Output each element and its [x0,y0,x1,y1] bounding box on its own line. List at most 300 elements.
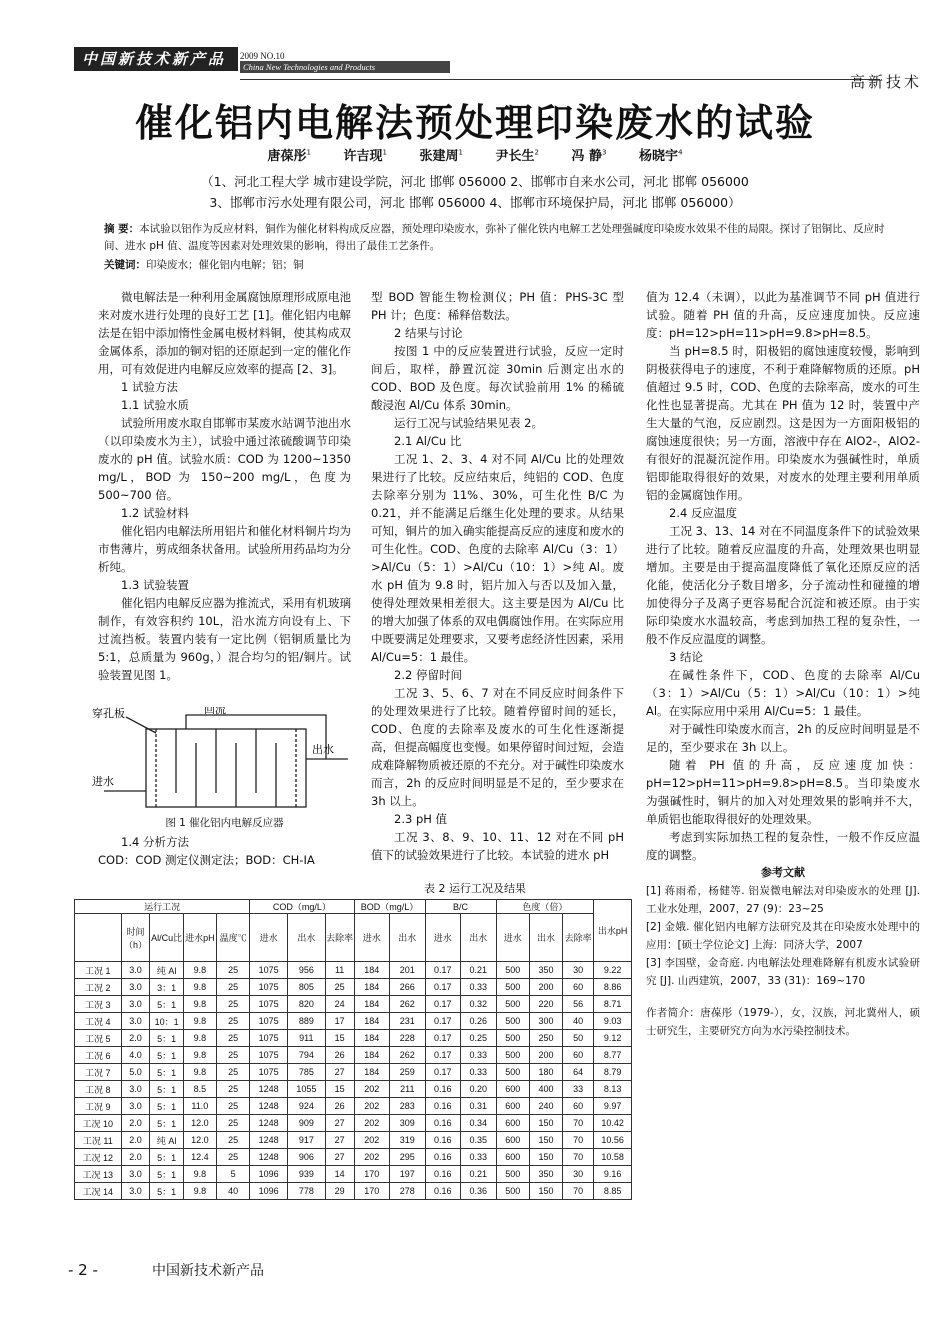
table-group-header: COD（mg/L） [250,900,354,914]
table-cell: 0.17 [425,979,461,996]
table-cell: 3.0 [121,1013,150,1030]
author-list [0,145,950,164]
paragraph: 运行工况与试验结果见表 2。 [394,416,543,430]
table-cell: 500 [496,1013,529,1030]
table-cell: 0.17 [425,1047,461,1064]
table-cell: 917 [288,1132,326,1149]
table-cell: 319 [390,1132,426,1149]
author-bio: 作者简介：唐葆彤（1979-），女，汉族，河北冀州人，硕士研究生，主要研究方向为水污染控制技术。 [646,1007,920,1037]
table-cell: 9.8 [183,1183,216,1200]
paragraph: 工况 3、5、6、7 对在不同反应时间条件下的处理效果进行了比较。随着停留时间的延长，COD、色度的去除率及废水的可生化性逐渐提高，但提高幅度也变慢。如果停留时间过短，会造成难降解物质被还原的不充分。对于碱性印染废水而言，2h 的反应时间明显是不足的，至少要求在 3h 以上。 [371,686,624,808]
table-row-label: 工况 7 [75,1064,122,1081]
table-cell: 0.26 [461,1013,497,1030]
table-cell: 8.5 [183,1081,216,1098]
subsection-heading: 2.2 停留时间 [394,668,462,682]
table-cell: 220 [529,996,562,1013]
plate-leader [126,717,156,733]
table-row [75,996,632,1013]
table-cell: 184 [354,1030,390,1047]
page-number: - 2 - [68,1261,98,1279]
table-cell: 70 [563,1149,594,1166]
table-cell: 26 [325,1098,354,1115]
table-cell: 600 [496,1115,529,1132]
table-cell: 0.17 [425,962,461,979]
table-cell: 70 [563,1115,594,1132]
table-sub-header: 去除率 [325,914,354,962]
table-sub-header: 出水 [288,914,326,962]
table-cell: 150 [529,1132,562,1149]
table-cell: 12.4 [183,1149,216,1166]
table-cell: 10：1 [150,1013,183,1030]
table-cell: 9.8 [183,962,216,979]
table-cell: 1075 [250,979,288,996]
table-row-label: 工况 8 [75,1081,122,1098]
table-cell: 25 [217,962,250,979]
table-cell: 纯 Al [150,962,183,979]
reactor-diagram [86,707,354,819]
table-cell: 201 [390,962,426,979]
table-cell: 50 [563,1030,594,1047]
table-cell: 24 [325,996,354,1013]
section-rule [240,79,880,80]
table-cell: 202 [354,1132,390,1149]
table-cell: 170 [354,1166,390,1183]
table-cell: 309 [390,1115,426,1132]
table-cell: 30 [563,1166,594,1183]
table-cell: 262 [390,996,426,1013]
journal-english-title: China New Technologies and Products [240,61,450,73]
table-row-label: 工况 5 [75,1030,122,1047]
figure-caption: 图 1 催化铝内电解反应器 [165,817,284,829]
table-cell: 820 [288,996,326,1013]
author: 冯 静$^3$ [571,148,607,164]
table-cell: 4.0 [121,1047,150,1064]
table-cell: 9.8 [183,1030,216,1047]
table-cell: 40 [217,1183,250,1200]
abstract-label: 摘 要： [104,223,140,235]
table-cell: 2.0 [121,1149,150,1166]
table-cell: 8.79 [594,1064,632,1081]
table-row [75,1183,632,1200]
table-sub-header: 进水 [354,914,390,962]
table-cell: 180 [529,1064,562,1081]
table-row [75,962,632,979]
table-row [75,979,632,996]
table-cell: 70 [563,1132,594,1149]
table-cell: 211 [390,1081,426,1098]
table-row [75,1064,632,1081]
table-cell: 500 [496,1183,529,1200]
table-cell: 600 [496,1098,529,1115]
table-cell: 5.0 [121,1064,150,1081]
table-cell: 150 [529,1149,562,1166]
table-sub-header: Al/Cu比 [150,914,183,962]
table-row-label: 工况 13 [75,1166,122,1183]
table-row-label: 工况 10 [75,1115,122,1132]
paragraph: 型 BOD 智能生物检测仪；PH 值：PHS-3C 型 PH 计；色度：稀释倍数法。 [371,290,624,322]
keywords [104,257,894,272]
table-cell: 200 [529,979,562,996]
table-cell: 27 [325,1149,354,1166]
table-cell: 0.16 [425,1115,461,1132]
abstract-text: 本试验以铝作为反应材料，铜作为催化材料构成反应器，预处理印染废水，弥补了催化铁内电解工艺处理强碱度印染废水效果不佳的局限。探讨了铝铜比、反应时间、进水 pH 值、温度等因素对处理效果的影响，得出了最佳工艺条件。 [104,223,885,252]
paragraph: 对于碱性印染废水而言，2h 的反应时间明显是不足的，至少要求在 3h 以上。 [646,722,920,754]
body-column-2 [371,288,624,864]
table-cell: 5：1 [150,1183,183,1200]
table-cell: 266 [390,979,426,996]
table-cell: 8.85 [594,1183,632,1200]
table-cell: 300 [529,1013,562,1030]
table-cell: 500 [496,1030,529,1047]
table-sub-header: 进水 [496,914,529,962]
table-cell: 5：1 [150,996,183,1013]
table-cell: 9.8 [183,996,216,1013]
table-cell: 150 [529,1183,562,1200]
table-cell: 0.17 [425,1064,461,1081]
table-cell: 15 [325,1081,354,1098]
table-cell: 150 [529,1115,562,1132]
table-cell: 25 [217,1064,250,1081]
body-column-1-bottom [98,833,351,869]
table-cell: 5：1 [150,1047,183,1064]
affiliation-line: 3、邯郸市污水处理有限公司，河北 邯郸 056000 4、邯郸市环境保护局，河北 邯郸 056000） [209,195,741,210]
table-cell: 0.17 [425,1030,461,1047]
table-sub-header: 时间（h） [121,914,150,962]
table-cell: 30 [563,962,594,979]
table-cell: 2.0 [121,1132,150,1149]
label-in: 进水 [92,775,114,788]
table-cell: 0.33 [461,979,497,996]
subsection-heading: 1.2 试验材料 [121,506,189,520]
subsection-heading: 1.4 分析方法 [121,835,189,849]
section-heading: 2 结果与讨论 [394,326,463,340]
table-cell: 0.21 [461,962,497,979]
subsection-heading: 2.3 pH 值 [394,812,448,826]
table-cell: 170 [354,1183,390,1200]
table-row-label: 工况 6 [75,1047,122,1064]
table-cell: 500 [496,996,529,1013]
table-row [75,1149,632,1166]
table-cell: 500 [496,1047,529,1064]
table-cell: 262 [390,1047,426,1064]
table-cell: 8.13 [594,1081,632,1098]
table-cell: 25 [217,1047,250,1064]
table-cell: 909 [288,1115,326,1132]
author: 杨晓宇$^4$ [639,148,683,164]
table-cell: 8.71 [594,996,632,1013]
paragraph: 考虑到实际加热工程的复杂性，一般不作反应温度的调整。 [646,830,920,862]
table-sub-header: 进水pH [183,914,216,962]
table-cell: 1075 [250,962,288,979]
table-cell: 25 [217,1081,250,1098]
footer-journal-name: 中国新技术新产品 [152,1263,264,1279]
affiliation-line: （1、河北工程大学 城市建设学院，河北 邯郸 056000 2、邯郸市自来水公司，河北 邯郸 056000 [201,174,749,189]
paragraph: 催化铝内电解法所用铝片和催化材料铜片均为市售薄片，剪成细条状备用。试验所用药品均为分析纯。 [98,524,351,574]
table-sub-header: 出水 [529,914,562,962]
table-cell: 1075 [250,1013,288,1030]
table-row [75,1166,632,1183]
table-cell: 10.58 [594,1149,632,1166]
table-caption: 表 2 运行工况及结果 [424,882,526,895]
table-row [75,1115,632,1132]
table-row-label: 工况 9 [75,1098,122,1115]
table-cell: 184 [354,996,390,1013]
table-cell: 1248 [250,1081,288,1098]
reactor-tank [146,729,306,807]
table-cell: 500 [496,1166,529,1183]
table-cell: 400 [529,1081,562,1098]
table-cell: 2.0 [121,1030,150,1047]
table-cell: 0.20 [461,1081,497,1098]
table-cell: 9.22 [594,962,632,979]
table-body [75,962,632,1200]
table-row-label: 工况 12 [75,1149,122,1166]
subsection-heading: 2.1 Al/Cu 比 [394,434,462,448]
table-cell: 939 [288,1166,326,1183]
table-cell: 278 [390,1183,426,1200]
keywords-text: 印染废水；催化铝内电解；铝；铜 [146,259,304,271]
table-sub-header-row [75,914,632,962]
table-cell: 3.0 [121,996,150,1013]
table-cell: 60 [563,1047,594,1064]
table-cell: 9.8 [183,1013,216,1030]
table-cell: 3.0 [121,979,150,996]
table-group-header-row [75,900,632,914]
table-cell: 17 [325,1013,354,1030]
paragraph: 在碱性条件下，COD、色度的去除率 Al/Cu（3：1）>Al/Cu（5：1）>Al/Cu（10：1）>纯 Al。在实际应用中采用 Al/Cu=5：1 最佳。 [646,668,920,718]
references-heading: 参考文献 [761,866,805,879]
table-sub-header: 进水 [425,914,461,962]
table-cell: 0.33 [461,1149,497,1166]
table-cell: 184 [354,979,390,996]
table-group-header: BOD（mg/L） [354,900,425,914]
table-group-header: B/C [425,900,496,914]
subsection-heading: 1.3 试验装置 [121,578,189,592]
table-cell: 924 [288,1098,326,1115]
table-cell: 1075 [250,1064,288,1081]
table-cell: 0.34 [461,1115,497,1132]
label-return: 回流 [204,707,226,716]
table-cell: 202 [354,1115,390,1132]
table-cell: 259 [390,1064,426,1081]
paragraph: 试验所用废水取自邯郸市某废水站调节池出水（以印染废水为主），试验中通过浓硫酸调节印染废水的 pH 值。试验水质：COD 为 1200~1350 mg/L，BOD 为 150~200 mg/L，色度为 500~700 倍。 [98,416,351,502]
table-cell: 3.0 [121,1166,150,1183]
table-row [75,1081,632,1098]
paragraph: 值为 12.4（未调），以此为基准调节不同 pH 值进行试验。随着 PH 值的升高，反应速度加快。反应速度：pH=12>pH=11>pH=9.8>pH=8.5。 [646,290,920,340]
reactor-diagram-svg [86,707,354,819]
table-cell: 9.8 [183,1064,216,1081]
table-row-label: 工况 4 [75,1013,122,1030]
table-cell: 197 [390,1166,426,1183]
table-cell: 600 [496,1132,529,1149]
table-sub-header: 进水 [250,914,288,962]
table-cell: 184 [354,1047,390,1064]
reference-item: [1] 蒋雨希，杨健等. 铝炭微电解法对印染废水的处理 [J]. 工业水处理，2007，27 (9)：23~25 [646,885,920,915]
table-cell: 184 [354,962,390,979]
table-cell: 202 [354,1149,390,1166]
table-cell: 5：1 [150,1081,183,1098]
table-cell: 202 [354,1081,390,1098]
table-cell: 0.36 [461,1183,497,1200]
table-cell: 9.03 [594,1013,632,1030]
table-row [75,1132,632,1149]
table-row [75,1013,632,1030]
reference-item: [3] 李国壁，金奇庭. 内电解法处理难降解有机废水试验研究 [J]. 山西建筑，2007，33 (31)：169~170 [646,957,920,987]
keywords-label: 关键词： [104,259,146,271]
table-cell: 283 [390,1098,426,1115]
table-cell: 29 [325,1183,354,1200]
table-cell: 0.25 [461,1030,497,1047]
table-cell: 1248 [250,1132,288,1149]
table-cell: 60 [563,979,594,996]
results-table [74,899,632,1200]
table-cell: 906 [288,1149,326,1166]
table-sub-header: 去除率 [563,914,594,962]
table-cell: 0.16 [425,1183,461,1200]
table-cell: 25 [217,996,250,1013]
table-cell: 785 [288,1064,326,1081]
table-cell: 1055 [288,1081,326,1098]
author: 尹长生$^2$ [495,148,539,164]
table-cell: 5：1 [150,1149,183,1166]
table-cell: 0.16 [425,1132,461,1149]
table-cell: 1248 [250,1115,288,1132]
paragraph: 微电解法是一种利用金属腐蚀原理形成原电池来对废水进行处理的良好工艺 [1]。催化铝内电解法是在铝中添加惰性金属电极材料铜，使其构成双金属体系，添加的铜对铝的还原起到一定的催化作用，可有效促进内电解反应效率的提高 [2、3]。 [98,290,351,376]
table-cell: 3.0 [121,1098,150,1115]
section-heading: 1 试验方法 [121,380,178,394]
table-cell: 8.86 [594,979,632,996]
table-cell: 25 [217,979,250,996]
table-cell: 70 [563,1183,594,1200]
table-cell: 5 [217,1166,250,1183]
table-cell: 25 [217,1132,250,1149]
masthead [74,47,922,91]
table-cell: 184 [354,1013,390,1030]
journal-brand: 中国新技术新产品 [74,47,238,71]
table-cell: 9.12 [594,1030,632,1047]
table-cell: 350 [529,962,562,979]
table-cell: 0.21 [461,1166,497,1183]
table-group-header: 出水pH [594,900,632,962]
table-cell: 11.0 [183,1098,216,1115]
article-title: 催化铝内电解法预处理印染废水的试验 [134,101,815,145]
table-cell: 1096 [250,1166,288,1183]
table-cell: 0.33 [461,1047,497,1064]
table-cell: 1075 [250,996,288,1013]
table-group-header: 运行工况 [75,900,250,914]
table-row [75,1098,632,1115]
table-cell: 25 [325,979,354,996]
table-cell: 202 [354,1098,390,1115]
table-cell: 778 [288,1183,326,1200]
table-cell: 25 [217,1030,250,1047]
table-cell: 40 [563,1013,594,1030]
author: 张建周$^1$ [419,148,463,164]
table-cell: 15 [325,1030,354,1047]
abstract [104,221,894,255]
table-row-label: 工况 1 [75,962,122,979]
label-plate: 穿孔板 [92,707,125,720]
table-row-label: 工况 2 [75,979,122,996]
table-cell: 11 [325,962,354,979]
table-cell: 228 [390,1030,426,1047]
table-cell: 8.77 [594,1047,632,1064]
table-cell: 200 [529,1047,562,1064]
paragraph: 工况 3、8、9、10、11、12 对在不同 pH 值下的试验效果进行了比较。本试验的进水 pH [371,830,624,862]
table-cell: 27 [325,1115,354,1132]
table-cell: 0.31 [461,1098,497,1115]
table-cell: 1096 [250,1183,288,1200]
table-cell: 56 [563,996,594,1013]
subsection-heading: 2.4 反应温度 [669,506,737,520]
body-column-1 [98,288,351,684]
paragraph: 随着 PH 值的升高，反应速度加快：pH=12>pH=11>pH=9.8>pH=8.5。当印染废水为强碱性时，铜片的加入对处理效果的影响并不大，单质铝也能取得很好的处理效果。 [646,758,920,826]
table-row [75,1030,632,1047]
table-cell: 0.16 [425,1081,461,1098]
table-cell: 0.32 [461,996,497,1013]
table-cell: 5：1 [150,1166,183,1183]
author: 唐葆彤$^1$ [267,148,311,164]
reference-item: [2] 金娥. 催化铝内电解方法研究及其在印染废水处理中的应用：[硕士学位论文] 上海：同济大学，2007 [646,921,920,951]
table-cell: 1248 [250,1149,288,1166]
table-cell: 0.35 [461,1132,497,1149]
table-cell: 500 [496,962,529,979]
table-cell: 3.0 [121,1081,150,1098]
table-cell: 纯 Al [150,1132,183,1149]
table-cell: 500 [496,979,529,996]
table-cell: 3：1 [150,979,183,996]
section-heading: 3 结论 [669,650,703,664]
table-cell: 12.0 [183,1115,216,1132]
table-cell: 26 [325,1047,354,1064]
table-sub-header: 温度℃ [217,914,250,962]
table-cell: 1075 [250,1047,288,1064]
table-cell: 1075 [250,1030,288,1047]
table-cell: 9.97 [594,1098,632,1115]
paragraph: 当 pH=8.5 时，阳极铝的腐蚀速度较慢，影响到阴极获得电子的速度，不利于难降解物质的还原。pH 值超过 9.5 时，COD、色度的去除率高，废水的可生化性也显著提高。尤其在 PH 值为 12 时，装置中产生大量的气泡，反应剧烈。这是因为一方面阳极铝的腐蚀速度很快；另一方面，溶液中存在 AlO2-，AlO2-有很好的混凝沉淀作用。印染废水为强碱性时，单质铝即能取得很好的效果，对废水的处理主要利用单质铝的金属腐蚀作用。 [646,344,920,502]
table-cell: 184 [354,1064,390,1081]
subsection-heading: 1.1 试验水质 [121,398,189,412]
table-cell: 33 [563,1081,594,1098]
paragraph: COD：COD 测定仪测定法；BOD：CH-IA [98,853,315,867]
table-cell: 9.8 [183,979,216,996]
table-cell: 240 [529,1098,562,1115]
table-cell: 9.8 [183,1047,216,1064]
table-cell: 25 [217,1013,250,1030]
table-cell: 0.16 [425,1149,461,1166]
table-cell: 5：1 [150,1064,183,1081]
table-cell: 500 [496,1064,529,1081]
table-row-label: 工况 11 [75,1132,122,1149]
body-column-3 [646,288,920,1040]
table-cell: 10.56 [594,1132,632,1149]
table-row [75,1047,632,1064]
table-cell: 2.0 [121,1115,150,1132]
table-cell: 295 [390,1149,426,1166]
table-cell: 889 [288,1013,326,1030]
table-cell: 3.0 [121,962,150,979]
issue-number: 2009 NO.10 [240,51,285,61]
table-cell: 25 [217,1115,250,1132]
author: 许吉现$^1$ [343,148,387,164]
table-cell: 27 [325,1064,354,1081]
paragraph: 工况 1、2、3、4 对不同 Al/Cu 比的处理效果进行了比较。反应结束后，纯铝的 COD、色度去除率分别为 11%、30%，可生化性 B/C 为 0.21，并不能满足后继生化处理的要求。从结果可知，铜片的加入确实能提高反应的速度和废水的可生化性。COD、色度的去除率 Al/Cu（3：1）>Al/Cu（5：1）>Al/Cu（10：1）>纯 Al。废水 pH 值为 9.8 时，铝片加入与否以及加入量，使得处理效果相差很大。这主要是因为 Al/Cu 比的增大加强了体系的双电偶腐蚀作用。在实际应用中既要满足处理要求，又要考虑经济性因素，采用 Al/Cu=5：1 最佳。 [371,452,624,664]
table-cell: 9.8 [183,1166,216,1183]
table-cell: 64 [563,1064,594,1081]
table-cell: 0.17 [425,996,461,1013]
table-cell: 5：1 [150,1030,183,1047]
table-group-header: 色度（倍） [496,900,594,914]
